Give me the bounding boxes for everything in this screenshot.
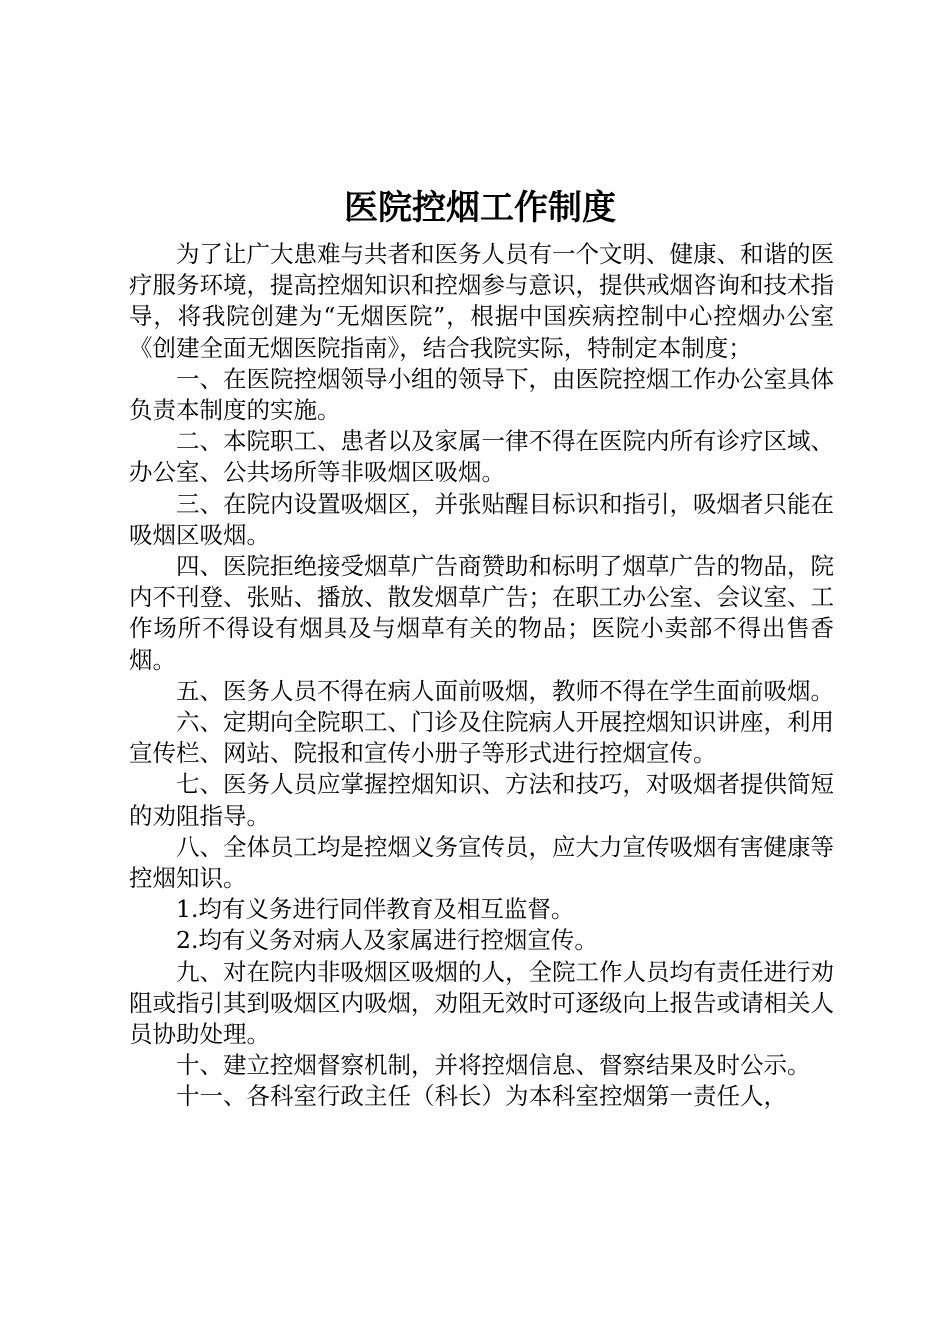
clause-4: 四、医院拒绝接受烟草广告商赞助和标明了烟草广告的物品，院内不刊登、张贴、播放、散发烟草广告；在职工办公室、会议室、工作场所不得设有烟具及与烟草有关的物品；医院小卖部不得出售香烟。 [129,552,834,674]
clause-8-item-2: 2.均有义务对病人及家属进行控烟宣传。 [176,926,598,955]
clause-8: 八、全体员工均是控烟义务宣传员，应大力宣传吸烟有害健康等控烟知识。 [129,832,834,893]
clause-2: 二、本院职工、患者以及家属一律不得在医院内所有诊疗区域、办公室、公共场所等非吸烟区吸烟。 [129,427,834,487]
document-title: 医院控烟工作制度 [344,188,616,228]
clause-7: 七、医务人员应掌握控烟知识、方法和技巧，对吸烟者提供简短的劝阻指导。 [129,770,834,830]
clause-11: 十一、各科室行政主任（科长）为本科室控烟第一责任人， [176,1082,787,1111]
clause-8-item-1: 1.均有义务进行同伴教育及相互监督。 [176,895,575,924]
clause-5: 五、医务人员不得在病人面前吸烟，教师不得在学生面前吸烟。 [176,676,834,705]
document-body [129,239,834,1113]
clause-3: 三、在院内设置吸烟区，并张贴醒目标识和指引，吸烟者只能在吸烟区吸烟。 [129,489,834,549]
clause-6: 六、定期向全院职工、门诊及住院病人开展控烟知识讲座，利用宣传栏、网站、院报和宣传小册子等形式进行控烟宣传。 [129,708,834,768]
clause-10: 十、建立控烟督察机制，并将控烟信息、督察结果及时公示。 [176,1051,811,1080]
clause-1: 一、在医院控烟领导小组的领导下，由医院控烟工作办公室具体负责本制度的实施。 [129,364,834,425]
clause-9: 九、对在院内非吸烟区吸烟的人，全院工作人员均有责任进行劝阻或指引其到吸烟区内吸烟，劝阻无效时可逐级向上报告或请相关人员协助处理。 [129,957,834,1049]
intro-paragraph: 为了让广大患难与共者和医务人员有一个文明、健康、和谐的医疗服务环境，提高控烟知识和控烟参与意识，提供戒烟咨询和技术指导，将我院创建为“无烟医院”，根据中国疾病控制中心控烟办公室《创建全面无烟医院指南》，结合我院实际，特制定本制度； [129,240,834,362]
